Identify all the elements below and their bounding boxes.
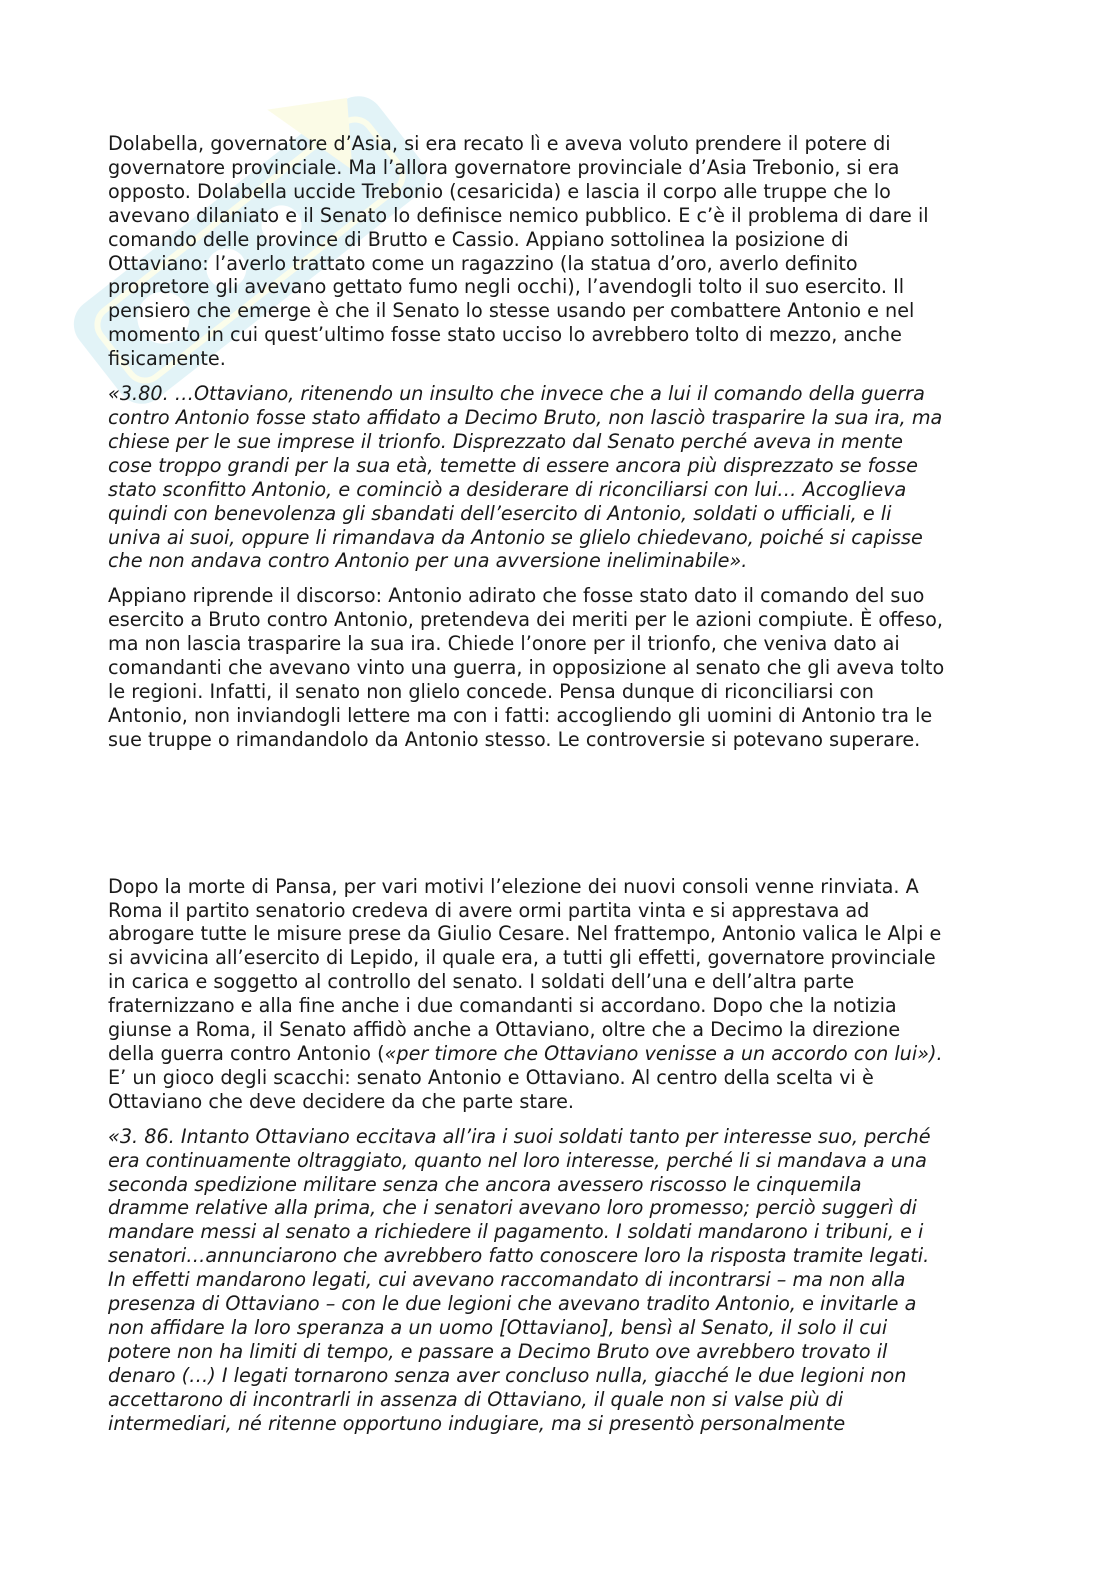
quote-appian-3-86: «3. 86. Intanto Ottaviano eccitava all’ira i suoi soldati tanto per interesse suo, perché era continuamente oltraggiato, quanto nel loro interesse, perché li si mandava a una seconda spedizione militare senza che ancora avessero riscosso le cinquemila dramme relative alla prima, che i senatori avevano loro promesso; perciò suggerì di mandare messi al senato a richiedere il pagamento. I soldati mandarono i tribuni, e i senatori…annunciarono che avrebbero fatto conoscere loro la risposta tramite legati. In effetti mandarono legati, cui avevano raccomandato di incontrarsi – ma non alla presenza di Ottaviano – con le due legioni che avevano tradito Antonio, e invitarle a non affidare la loro speranza a un uomo [Ottaviano], bensì al Senato, il solo il cui potere non ha limiti di tempo, e passare a Decimo Bruto ove avrebbero trovato il denaro (…) I legati tornarono senza aver concluso nulla, giacché le due legioni non accettarono di incontrarli in assenza di Ottaviano, il quale non si valse più di intermediari, né ritenne opportuno indugiare, ma si presentò personalmente <box>108 1124 931 1435</box>
document-page <box>108 132 1008 1447</box>
paragraph-pansa <box>108 875 1008 1114</box>
paragraph-dolabella: Dolabella, governatore d’Asia, si era recato lì e aveva voluto prendere il potere di governatore provinciale. Ma l’allora governatore provinciale d’Asia Trebonio, si era opposto. Dolabella uccide Trebonio (cesaricida) e lascia il corpo alle truppe che lo avevano dilaniato e il Senato lo definisce nemico pubblico. E c’è il problema di dare il comando delle province di Brutto e Cassio. Appiano sottolinea la posizione di Ottaviano: l’averlo trattato come un ragazzino (la statua d’oro, averlo definito propretore gli avevano gettato fumo negli occhi), l’avendogli tolto il suo esercito. Il pensiero che emerge è che il Senato lo stesse usando per combattere Antonio e nel momento in cui quest’ultimo fosse stato ucciso lo avrebbero tolto di mezzo, anche fisicamente. <box>108 132 929 371</box>
paragraph-pansa-end: E’ un gioco degli scacchi: senato Antonio e Ottaviano. Al centro della scelta vi è Ottaviano che deve decidere da che parte stare. <box>108 1065 874 1113</box>
paragraph-pansa-main: Dopo la morte di Pansa, per vari motivi l’elezione dei nuovi consoli venne rinviata. A Roma il partito senatorio credeva di avere ormi partita vinta e si apprestava ad abrogare tutte le misure prese da Giulio Cesare. Nel frattempo, Antonio valica le Alpi e si avvicina all’esercito di Lepido, il quale era, a tutti gli effetti, governatore provinciale in carica e soggetto al controllo del senato. I soldati dell’una e dell’altra parte fraternizzano e alla fine anche i due comandanti si accordano. Dopo che la notizia giunse a Roma, il Senato affidò anche a Ottaviano, oltre che a Decimo la direzione della guerra contro Antonio ( <box>108 874 942 1065</box>
paragraph-pansa-inline-quote: «per timore che Ottaviano venisse a un accordo con lui»). <box>384 1042 943 1065</box>
section-gap <box>108 763 1008 875</box>
paragraph-appiano: Appiano riprende il discorso: Antonio adirato che fosse stato dato il comando del suo esercito a Bruto contro Antonio, pretendeva dei meriti per le azioni compiute. È offeso, ma non lascia trasparire la sua ira. Chiede l’onore per il trionfo, che veniva dato ai comandanti che avevano vinto una guerra, in opposizione al senato che gli aveva tolto le regioni. Infatti, il senato non glielo concede. Pensa dunque di riconciliarsi con Antonio, non inviandogli lettere ma con i fatti: accogliendo gli uomini di Antonio tra le sue truppe o rimandandolo da Antonio stesso. Le controversie si potevano superare. <box>108 584 945 751</box>
quote-appian-3-80: «3.80. …Ottaviano, ritenendo un insulto che invece che a lui il comando della guerra contro Antonio fosse stato affidato a Decimo Bruto, non lasciò trasparire la sua ira, ma chiese per le sue imprese il trionfo. Disprezzato dal Senato perché aveva in mente cose troppo grandi per la sua età, temette di essere ancora più disprezzato se fosse stato sconfitto Antonio, e cominciò a desiderare di riconciliarsi con lui… Accoglieva quindi con benevolenza gli sbandati dell’esercito di Antonio, soldati o ufficiali, e li univa ai suoi, oppure li rimandava da Antonio se glielo chiedevano, poiché si capisse che non andava contro Antonio per una avversione ineliminabile». <box>108 382 943 573</box>
